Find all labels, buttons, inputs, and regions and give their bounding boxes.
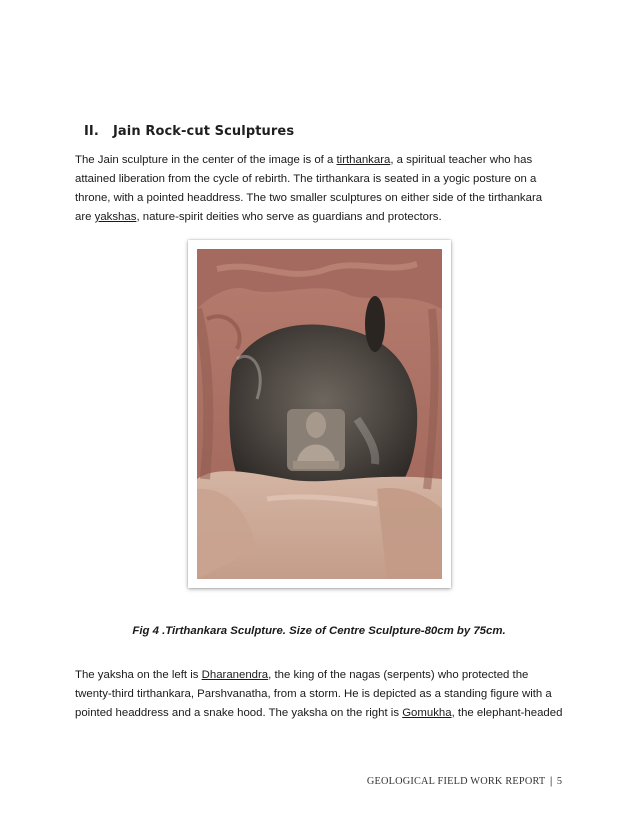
link-dharanendra[interactable]: Dharanendra xyxy=(201,669,269,681)
text-run: , the king of the nagas (serpents) who protected the xyxy=(268,669,529,681)
link-yakshas[interactable]: yakshas xyxy=(94,211,137,223)
section-title: Jain Rock-cut Sculptures xyxy=(113,124,295,139)
text-run: , a spiritual teacher who has xyxy=(390,154,533,166)
text-line: attained liberation from the cycle of rebirth. The tirthankara is seated in a yogic posture on a xyxy=(75,173,537,185)
section-heading xyxy=(84,124,294,139)
figure-caption: Fig 4 .Tirthankara Sculpture. Size of Centre Sculpture-80cm by 75cm. xyxy=(132,625,506,637)
paragraph-yakshas xyxy=(75,666,565,723)
page-footer xyxy=(367,776,562,787)
text-run: pointed headdress and a snake hood. The yaksha on the right is xyxy=(75,707,403,719)
text-line: twenty-third tirthankara, Parshvanatha, from a storm. He is depicted as a standing figure with a xyxy=(75,688,552,700)
section-number: II. xyxy=(84,124,99,139)
link-gomukha[interactable]: Gomukha xyxy=(402,707,452,719)
cave-sculpture-photo xyxy=(197,249,442,579)
figure-frame xyxy=(188,240,451,588)
page-number: 5 xyxy=(556,776,562,787)
text-run: The yaksha on the left is xyxy=(75,669,202,681)
footer-label: GEOLOGICAL FIELD WORK REPORT xyxy=(366,776,546,787)
link-tirthankara[interactable]: tirthankara xyxy=(336,154,391,166)
text-line: throne, with a pointed headdress. The two smaller sculptures on either side of the tirthankara xyxy=(75,192,543,204)
text-run: are xyxy=(75,211,95,223)
text-run: , nature-spirit deities who serve as guardians and protectors. xyxy=(136,211,442,223)
text-run: The Jain sculpture in the center of the image is of a xyxy=(75,154,337,166)
paragraph-intro xyxy=(75,151,565,227)
text-run: , the elephant-headed xyxy=(451,707,563,719)
footer-separator: | xyxy=(549,776,553,787)
